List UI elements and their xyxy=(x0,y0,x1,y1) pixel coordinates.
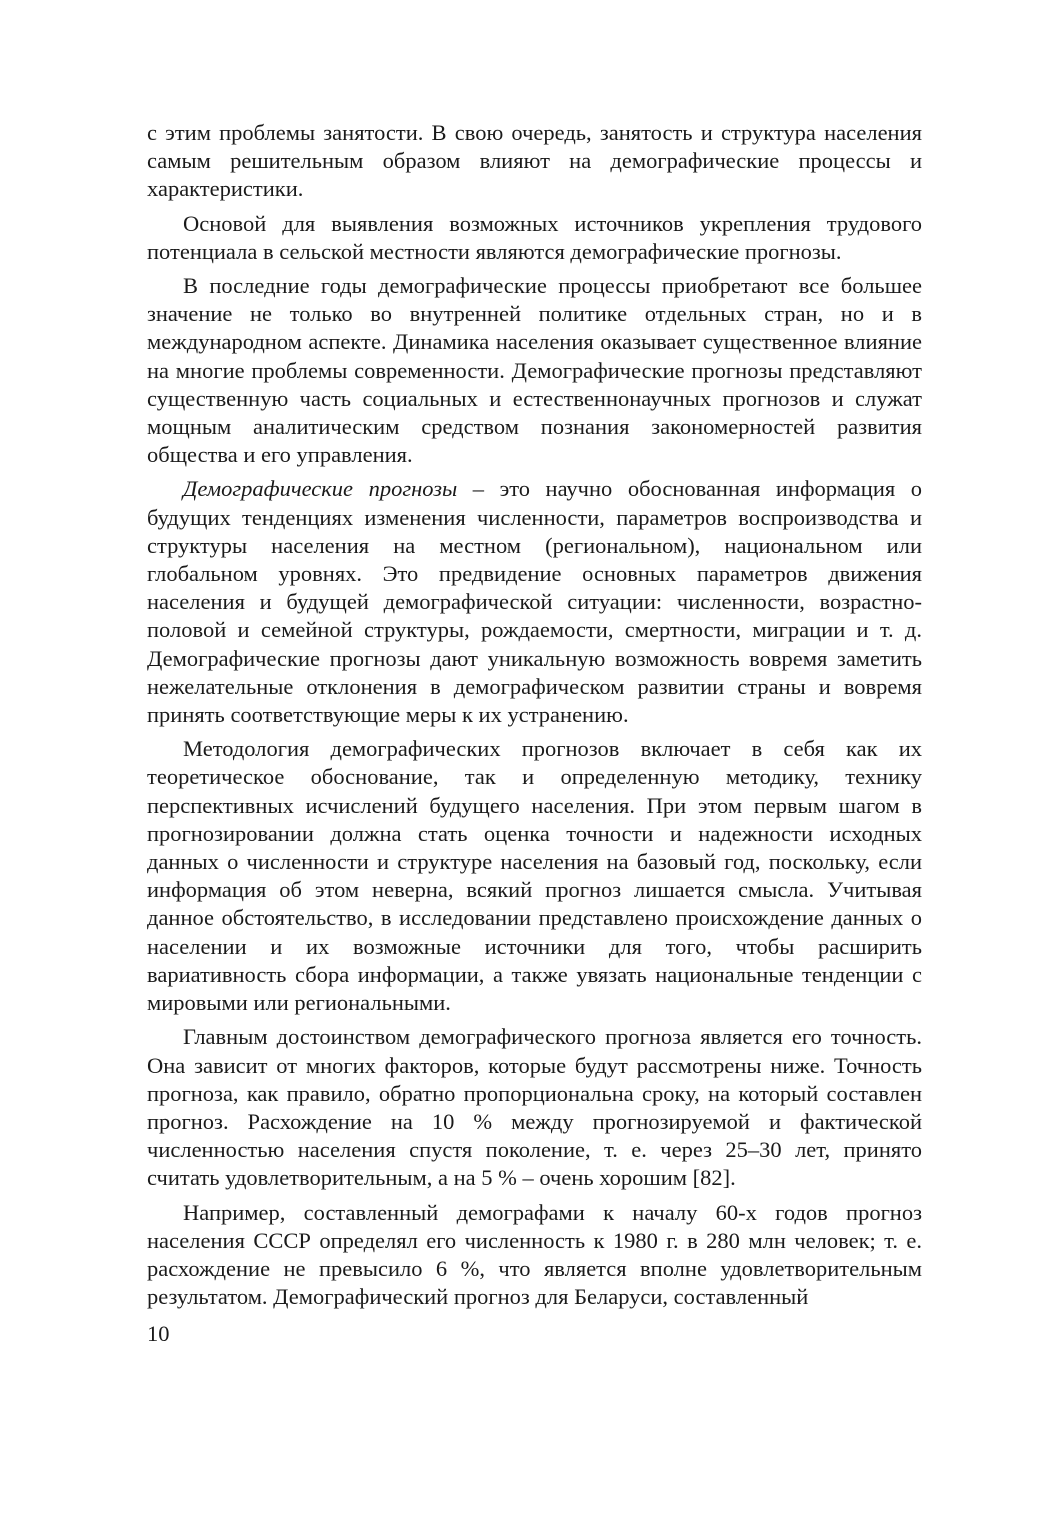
page-body xyxy=(147,119,922,1311)
paragraph-4-text: – это научно обоснованная информация о будущих тенденциях изменения численности, параметров воспроизводства и структуры населения на местном (региональном), национальном или глобальном уровнях. Это предвидение основных параметров движения населения и будущей демографической ситуации: численности, возрастно-половой и семейной структуры, рождаемости, смертности, миграции и т. д. Демографические прогнозы дают уникальную возможность вовремя заметить нежелательные отклонения в демографическом развитии страны и вовремя принять соответствующие меры к их устранению. xyxy=(147,476,923,728)
paragraph-1: с этим проблемы занятости. В свою очередь, занятость и структура населения самым решительным образом влияют на демографические процессы и характеристики. xyxy=(147,120,922,202)
term-demographic-forecasts: Демографические прогнозы xyxy=(183,476,458,502)
paragraph-6: Главным достоинством демографического прогноза является его точность. Она зависит от многих факторов, которые будут рассмотрены ниже. Точность прогноза, как правило, обратно пропорциональна сроку, на который составлен прогноз. Расхождение на 10 % между прогнозируемой и фактической численностью населения спустя поколение, т. е. через 25–30 лет, принято считать удовлетворительным, а на 5 % – очень хорошим [82]. xyxy=(147,1024,922,1191)
paragraph-5: Методология демографических прогнозов включает в себя как их теоретическое обоснование, так и определенную методику, технику перспективных исчислений будущего населения. При этом первым шагом в прогнозировании должна стать оценка точности и надежности исходных данных о численности и структуре населения на базовый год, поскольку, если информация об этом неверна, всякий прогноз лишается смысла. Учитывая данное обстоятельство, в исследовании представлено происхождение данных о населении и их возможные источники для того, чтобы расширить вариативность сбора информации, а также увязать национальные тенденции с мировыми или региональными. xyxy=(147,736,922,1016)
paragraph-4 xyxy=(147,475,922,729)
paragraph-7: Например, составленный демографами к началу 60-х годов прогноз населения СССР определял его численность к 1980 г. в 280 млн человек; т. е. расхождение не превысило 6 %, что является вполне удовлетворительным результатом. Демографический прогноз для Беларуси, составленный xyxy=(147,1199,922,1310)
page-number: 10 xyxy=(147,1321,170,1346)
paragraph-3: В последние годы демографические процессы приобретают все большее значение не только во внутренней политике отдельных стран, но и в международном аспекте. Динамика населения оказывает существенное влияние на многие проблемы современности. Демографические прогнозы представляют существенную часть социальных и естественнонаучных прогнозов и служат мощным аналитическим средством познания закономерностей развития общества и его управления. xyxy=(147,273,922,468)
paragraph-2: Основой для выявления возможных источников укрепления трудового потенциала в сельской местности являются демографические прогнозы. xyxy=(147,210,922,264)
